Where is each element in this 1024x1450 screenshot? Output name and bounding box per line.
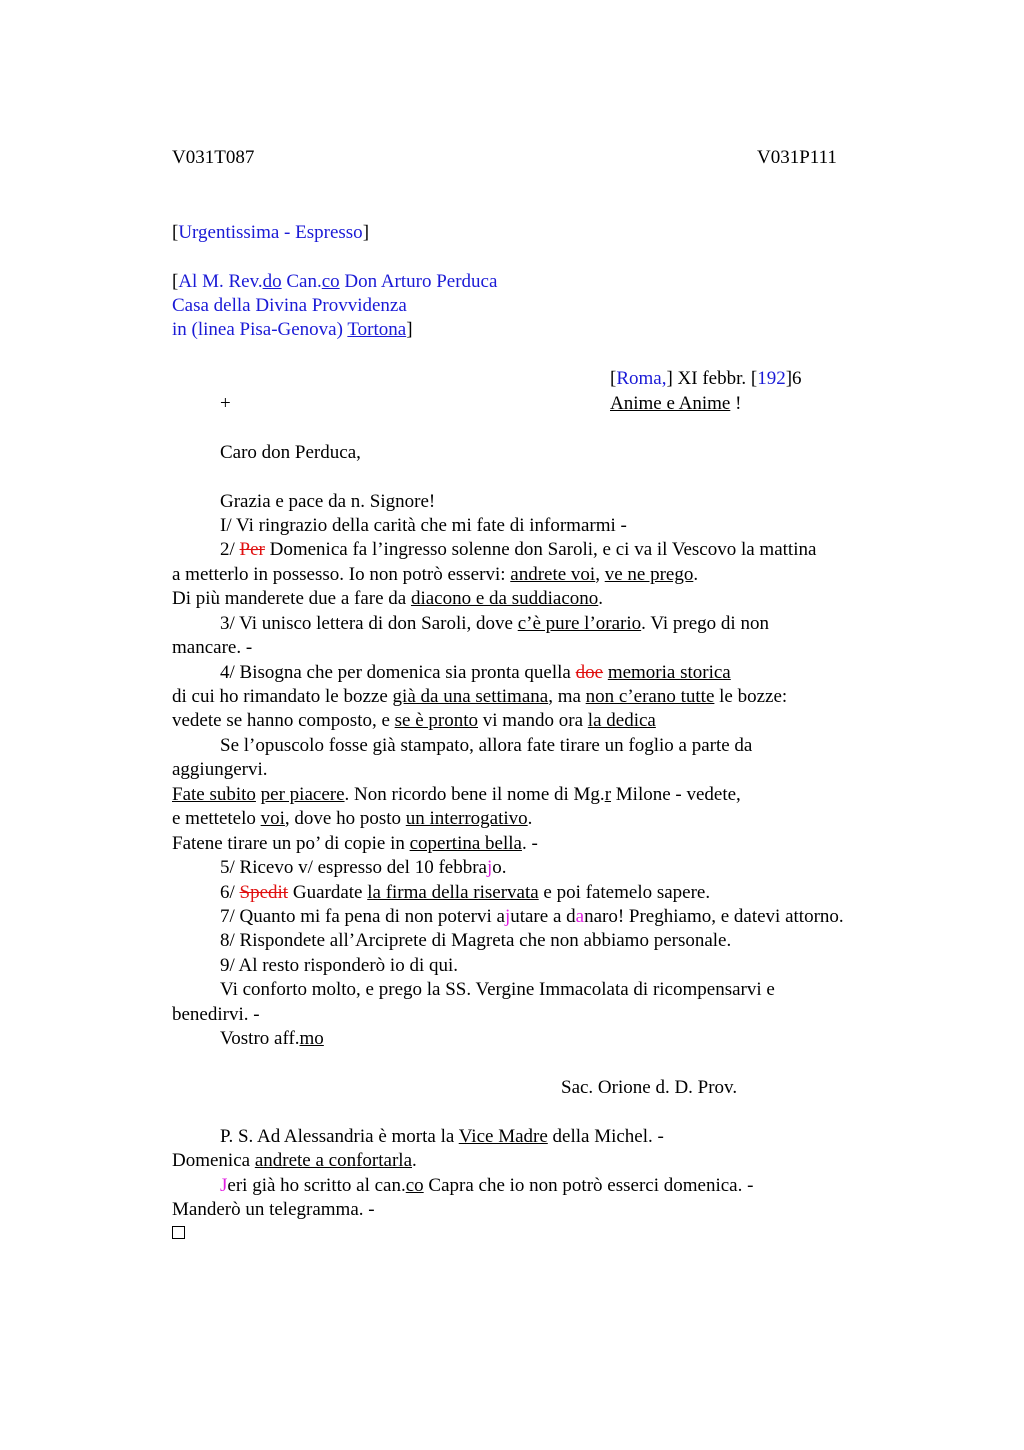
salutation: Caro don Perduca, [220, 442, 361, 463]
postscript-line: Manderò un telegramma. - [172, 1199, 375, 1220]
body-line: Fate subito per piacere. Non ricordo bene il nome di Mg.r Milone - vedete, [172, 784, 741, 805]
body-line: e mettetelo voi, dove ho posto un interrogativo. [172, 808, 533, 829]
postscript-line: Jeri già ho scritto al can.co Capra che io non potrò esserci domenica. - [220, 1175, 754, 1196]
urgent-text: Urgentissima - Espresso [178, 222, 363, 243]
end-square-icon [172, 1226, 185, 1239]
urgent-note: [Urgentissima - Espresso] [172, 222, 370, 243]
body-line: Se l’opuscolo fosse già stampato, allora fate tirare un foglio a parte da [220, 735, 753, 756]
postscript-line: P. S. Ad Alessandria è morta la Vice Madre della Michel. - [220, 1126, 664, 1147]
body-line: 4/ Bisogna che per domenica sia pronta quella doe memoria storica [220, 662, 731, 683]
body-line: 7/ Quanto mi fa pena di non potervi ajutare a danaro! Preghiamo, e datevi attorno. [220, 906, 844, 927]
body-line: di cui ho rimandato le bozze già da una settimana, ma non c’erano tutte le bozze: [172, 686, 788, 707]
address-line-1: [Al M. Rev.do Can.co Don Arturo Perduca [172, 271, 498, 292]
body-line: benedirvi. - [172, 1004, 260, 1025]
body-line: 5/ Ricevo v/ espresso del 10 febbrajo. [220, 857, 507, 878]
body-line: Vi conforto molto, e prego la SS. Vergine Immacolata di ricompensarvi e [220, 979, 775, 1000]
body-line: Di più manderete due a fare da diacono e da suddiacono. [172, 588, 604, 609]
body-line: 9/ Al resto risponderò io di qui. [220, 955, 459, 976]
dateline: [Roma,] XI febbr. [192]6 [610, 368, 802, 389]
cross-mark: + [220, 393, 231, 414]
motto: Anime e Anime ! [610, 393, 742, 414]
body-line: 2/ Per Domenica fa l’ingresso solenne don Saroli, e ci va il Vescovo la mattina [220, 539, 817, 560]
body-line: vedete se hanno composto, e se è pronto vi mando ora la dedica [172, 710, 656, 731]
address-line-2: Casa della Divina Provvidenza [172, 295, 407, 316]
body-line: a metterlo in possesso. Io non potrò esservi: andrete voi, ve ne prego. [172, 564, 699, 585]
signature: Sac. Orione d. D. Prov. [561, 1077, 738, 1098]
address-line-3: in (linea Pisa-Genova) Tortona] [172, 319, 413, 340]
document-code-left: V031T087 [172, 147, 255, 168]
closing: Vostro aff.mo [220, 1028, 324, 1049]
body-line: 6/ Spedit Guardate la firma della riservata e poi fatemelo sapere. [220, 882, 711, 903]
body-line: 3/ Vi unisco lettera di don Saroli, dove c’è pure l’orario. Vi prego di non [220, 613, 769, 634]
postscript-line: Domenica andrete a confortarla. [172, 1150, 417, 1171]
body-line: aggiungervi. [172, 759, 268, 780]
body-line: 8/ Rispondete all’Arciprete di Magreta che non abbiamo personale. [220, 930, 732, 951]
body-line: I/ Vi ringrazio della carità che mi fate di informarmi - [220, 515, 627, 536]
body-line: mancare. - [172, 637, 253, 658]
body-line: Grazia e pace da n. Signore! [220, 491, 436, 512]
body-line: Fatene tirare un po’ di copie in copertina bella. - [172, 833, 538, 854]
document-code-right: V031P111 [757, 147, 837, 168]
